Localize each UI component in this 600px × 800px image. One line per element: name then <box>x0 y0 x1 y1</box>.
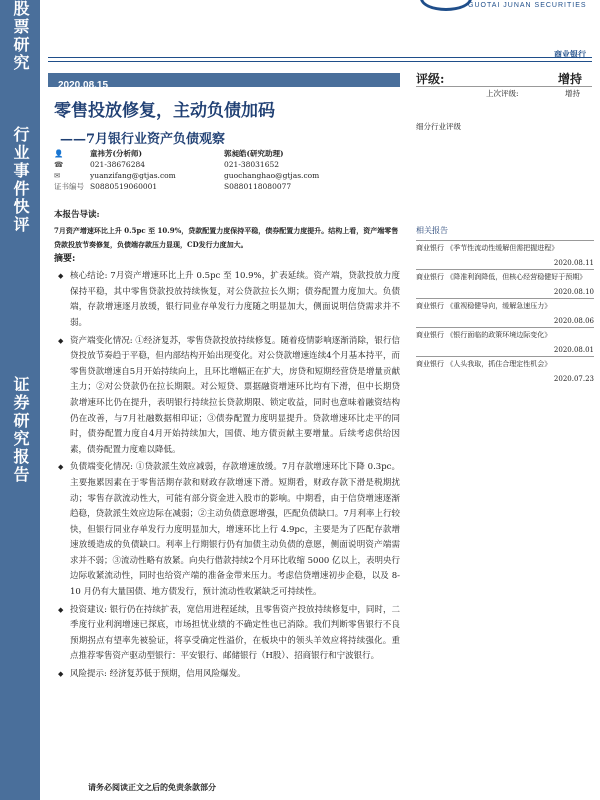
logo-text: GUOTAI JUNAN SECURITIES <box>468 2 587 9</box>
sub-industry-rating: 细分行业评级 <box>416 122 461 131</box>
related-item-date: 2020.08.11 <box>553 259 594 267</box>
related-item-date: 2020.08.10 <box>553 288 594 296</box>
analyst-email[interactable]: yuanzifang@gtjas.com <box>90 171 176 180</box>
related-item-title: 《降准利润降低，但核心经营稳健好于预期》 <box>446 273 587 281</box>
related-item-title: 《季节性流动性缓解但需把握进程》 <box>446 244 559 252</box>
company-logo <box>420 0 600 14</box>
abstract-bullet-risk: ◆ 风险提示: 经济复苏低于预期，信用风险爆发。 <box>54 667 400 683</box>
related-title: 相关报告 <box>416 226 448 235</box>
assistant-email[interactable]: guochanghao@gtjas.com <box>224 171 320 180</box>
logo-arc-icon <box>420 0 472 11</box>
related-item-title: 《人头我取，抓住合理定性机会》 <box>446 360 552 368</box>
analyst-email-row <box>54 170 400 181</box>
report-subtitle: ——7月银行业资产负债观察 <box>60 132 226 147</box>
report-title: 零售投放修复，主动负债加码 <box>54 101 275 121</box>
analyst-phone-row <box>54 159 400 170</box>
related-item-title: 《银行面临的政策环境边际变化》 <box>446 331 552 339</box>
related-item[interactable] <box>416 356 594 385</box>
abstract-bullet-conclusion: ◆ 核心结论: 7月资产增速环比上升 0.5pc 至 10.9%，扩表延续。资产端，贷款投放力度保持平稳，其中零售贷款投放持续恢复，对公贷款拉长久期；债券配置力度加大。负债端，存款增速逐月放缓，银行同业存单发行力度随之明显加大，侧面说明信贷需求并不弱。 <box>54 269 400 331</box>
rating-divider <box>416 86 592 87</box>
related-item[interactable] <box>416 240 594 269</box>
abstract-bullet-assets: ◆ 资产端变化情况: ①经济复苏，零售贷款投放持续修复。随着疫情影响逐渐消除，银行信贷投放节奏趋于平稳，但内部结构开始出现变化。对公贷款增速连续4个月基本持平，而零售贷款增速自5月开始持续向上，且环比增幅正在扩大，房贷和短期经营贷是增量贡献主力；②对公贷款仍在拉长期限。对公短贷、票据融资增速环比均有下滑，但中长期贷款增速环比仍在提升，表明银行持续拉长贷款期限、锁定收益，同时也意味着融资结构仍在改善，与7月社融数据相印证；③债券配置力度明显提升。贷款增速环比走平的同时，债券配置力度自4月开始持续加大，国债、地方债贡献主要增量。后续考虑供给因素，债券配置力度难以降低。 <box>54 334 400 459</box>
analyst-block <box>54 148 400 192</box>
related-prefix: 商业银行 <box>416 331 444 339</box>
related-prefix: 商业银行 <box>416 302 444 310</box>
analyst-phone: 021-38676284 <box>90 160 146 169</box>
prev-rating-label: 上次评级: <box>486 89 519 98</box>
related-item-date: 2020.08.01 <box>553 346 594 354</box>
related-item-date: 2020.07.23 <box>553 375 594 383</box>
assistant-phone: 021-38031652 <box>224 160 280 169</box>
report-body <box>54 208 400 683</box>
cert-label: 证书编号 <box>54 182 84 191</box>
prev-rating-value: 增持 <box>565 89 580 98</box>
rating-value: 增持 <box>557 72 582 86</box>
related-prefix: 商业银行 <box>416 360 444 368</box>
disclaimer-footer: 请务必阅读正文之后的免责条款部分 <box>88 782 216 792</box>
abstract-bullet-liabilities: ◆ 负债端变化情况: ①贷款派生效应减弱，存款增速放缓。7月存款增速环比下降 0.3pc。主要拖累因素在于零售活期存款和财政存款增速下滑。短期看，财政存款下滑是税期扰动；零售存款流动性大，可能有部分资金进入股市的影响。中期看，由于信贷增速逐渐趋稳，贷款派生效应边际在减弱；②主动负债意愿增强，匹配负债缺口。7月利率上行较快，但银行同业存单发行力度明显加大，增速环比上行 4.9pc，主要是为了匹配存款增速放缓造成的负债缺口。利率上行期银行仍有加债主动负债的意愿，侧面说明资产端需求并不弱；③流动性略有放紧。向央行借款持续2个月环比收缩 5000 亿以上，表明央行边际收紧流动性，同时也给资产端的准备金带来压力。考虑信贷增速初步企稳，以及 8-10 月仍有大量国债、地方债发行，预计流动性收紧缺乏可持续性。 <box>54 460 400 600</box>
email-icon: ✉ <box>54 171 61 180</box>
person-icon: 👤 <box>54 149 64 158</box>
date-bar <box>48 73 400 91</box>
report-date: 2020.08.15 <box>58 80 109 91</box>
header-divider-2 <box>48 61 592 62</box>
guide-text: 7月资产增速环比上升 0.5pc 至 10.9%，贷款配置力度保持平稳，债券配置力度提升。结构上看，资产端零售贷款投放节奏修复，负债端存款压力显现，CD发行力度加大。 <box>54 225 399 249</box>
related-reports <box>416 225 594 385</box>
guide-title: 本报告导读: <box>54 210 100 220</box>
assistant-name: 郭昶皓(研究助理) <box>224 149 284 158</box>
sidebar-label-stock-research: 股票研究 <box>11 0 30 72</box>
phone-icon: ☎ <box>54 160 64 169</box>
header-divider <box>48 57 592 58</box>
related-item[interactable] <box>416 269 594 298</box>
rating-label: 评级: <box>416 72 445 86</box>
related-prefix: 商业银行 <box>416 273 444 281</box>
related-prefix: 商业银行 <box>416 244 444 252</box>
analyst-name: 童祎芳(分析师) <box>90 149 143 158</box>
related-item[interactable] <box>416 298 594 327</box>
analyst-name-row <box>54 148 400 159</box>
analyst-cert-row <box>54 181 400 192</box>
industry-tag: 商业银行 <box>554 49 586 59</box>
abstract-bullet-investment: ◆ 投资建议: 银行仍在持续扩表，宽信用进程延续，且零售资产投放持续修复中，同时，二季度行业利润增速已探底，市场担忧业绩的不确定性也已消除。我们判断零售银行不良预期拐点有望率先被验证，将享受确定性溢价，在板块中的领头羊效应将持续强化。重点推荐零售资产驱动型银行：平安银行、邮储银行（H股）、招商银行和宁波银行。 <box>54 603 400 665</box>
assistant-cert: S0880118080077 <box>224 182 292 191</box>
related-item-title: 《重视稳健导向，缓解急速压力》 <box>446 302 552 310</box>
analyst-cert: S0880519060001 <box>90 182 158 191</box>
abstract-title: 摘要: <box>54 253 76 264</box>
sidebar-label-securities-report: 证券研究报告 <box>11 376 30 484</box>
sidebar <box>0 0 40 800</box>
related-item-date: 2020.08.06 <box>553 317 594 325</box>
related-item[interactable] <box>416 327 594 356</box>
sidebar-label-event-review: 行业事件快评 <box>11 126 30 234</box>
